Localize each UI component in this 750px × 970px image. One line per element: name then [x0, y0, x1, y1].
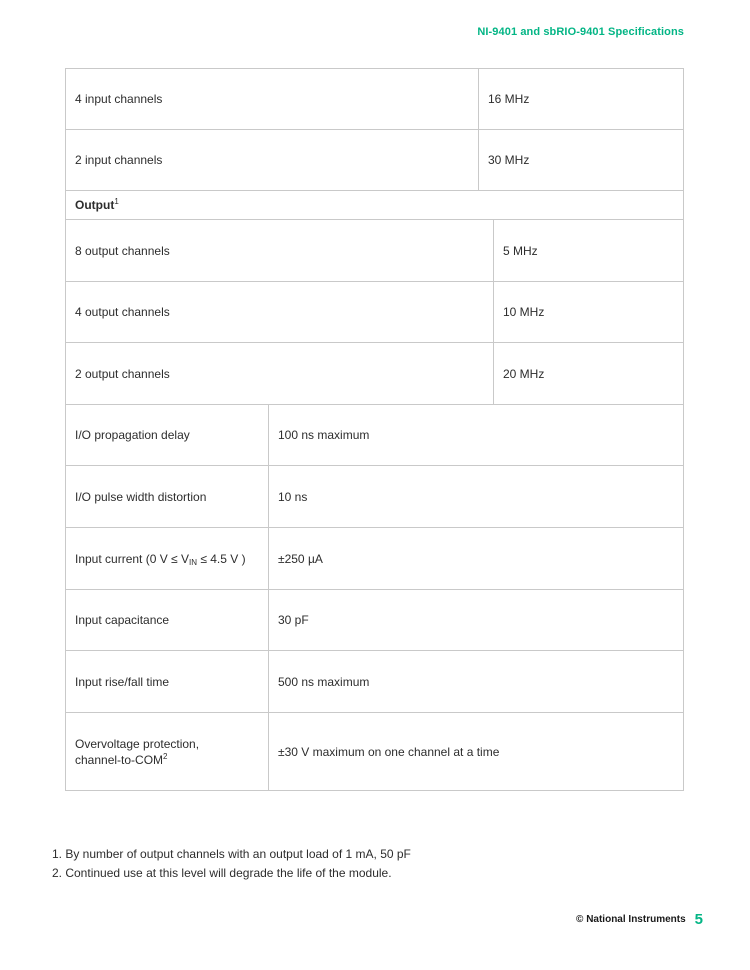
- table-row: [66, 713, 683, 791]
- spec-value-cell: [494, 282, 683, 342]
- spec-label-cell: [66, 713, 269, 790]
- spec-label-cell: [66, 590, 269, 650]
- spec-label: 4 output channels: [75, 305, 170, 319]
- footnote-reference: 2: [163, 751, 168, 761]
- footnote-1: 1. By number of output channels with an output load of 1 mA, 50 pF: [52, 847, 411, 861]
- spec-value: 5 MHz: [503, 243, 538, 258]
- table-row: [66, 220, 683, 282]
- subscript-vin: IN: [188, 557, 197, 567]
- page-footer: [576, 911, 703, 928]
- copyright-text: © National Instruments: [576, 914, 686, 925]
- spec-label: Input rise/fall time: [75, 674, 170, 689]
- table-row: [66, 466, 683, 528]
- table-row: [66, 405, 683, 466]
- specifications-table: [65, 68, 684, 791]
- spec-label: 2 output channels: [75, 366, 170, 381]
- spec-label-cell: [66, 220, 494, 281]
- spec-value: 30 pF: [278, 613, 309, 627]
- spec-label-cell: [66, 405, 269, 465]
- spec-value-cell: [269, 528, 683, 589]
- footnote-reference: 1: [114, 197, 119, 206]
- spec-value-cell: [269, 713, 683, 790]
- table-row: [66, 69, 683, 130]
- spec-value: 10 MHz: [503, 305, 545, 319]
- table-row: [66, 343, 683, 405]
- spec-label: I/O pulse width distortion: [75, 489, 207, 504]
- spec-value-cell: [269, 466, 683, 527]
- spec-value-cell: [494, 220, 683, 281]
- spec-value-cell: [479, 130, 683, 190]
- spec-label-cell: [66, 651, 269, 712]
- table-row: [66, 130, 683, 191]
- spec-label: I/O propagation delay: [75, 428, 190, 442]
- table-row: [66, 528, 683, 590]
- table-section-header-row: [66, 191, 683, 220]
- spec-value-cell: [494, 343, 683, 404]
- document-title: NI-9401 and sbRIO-9401 Specifications: [477, 26, 684, 38]
- section-header-cell: [66, 191, 683, 219]
- spec-value: 500 ns maximum: [278, 674, 370, 689]
- table-row: [66, 651, 683, 713]
- spec-label: Input capacitance: [75, 613, 170, 627]
- spec-label-cell: [66, 69, 479, 129]
- spec-value: 100 ns maximum: [278, 428, 370, 442]
- spec-value: 16 MHz: [488, 92, 530, 106]
- spec-value-cell: [479, 69, 683, 129]
- spec-label-cell: [66, 466, 269, 527]
- table-row: [66, 590, 683, 651]
- spec-label-cell: [66, 343, 494, 404]
- spec-value-cell: [269, 590, 683, 650]
- spec-value: 10 ns: [278, 489, 308, 504]
- spec-value-cell: [269, 405, 683, 465]
- spec-value-cell: [269, 651, 683, 712]
- spec-label: Input current (0 $V \le V_{IN} \le 4.5$ V ): [75, 551, 246, 567]
- spec-label-cell: [66, 282, 494, 342]
- spec-label: 4 input channels: [75, 92, 163, 106]
- page-number: 5: [694, 911, 703, 928]
- footnotes: [52, 845, 411, 882]
- spec-value: ±30 V maximum on one channel at a time: [278, 744, 500, 759]
- section-title: Output$^1$: [75, 197, 119, 212]
- spec-label-cell: [66, 528, 269, 589]
- spec-label: 2 input channels: [75, 153, 163, 167]
- table-row: [66, 282, 683, 343]
- spec-value: 30 MHz: [488, 153, 530, 167]
- spec-label: Overvoltage protection, channel-to-COM$^2$: [75, 736, 200, 767]
- footnote-2: 2. Continued use at this level will degrade the life of the module.: [52, 865, 392, 880]
- spec-value: 20 MHz: [503, 366, 545, 381]
- spec-label-cell: [66, 130, 479, 190]
- spec-label: 8 output channels: [75, 243, 170, 258]
- spec-value: ±250 µA: [278, 551, 323, 566]
